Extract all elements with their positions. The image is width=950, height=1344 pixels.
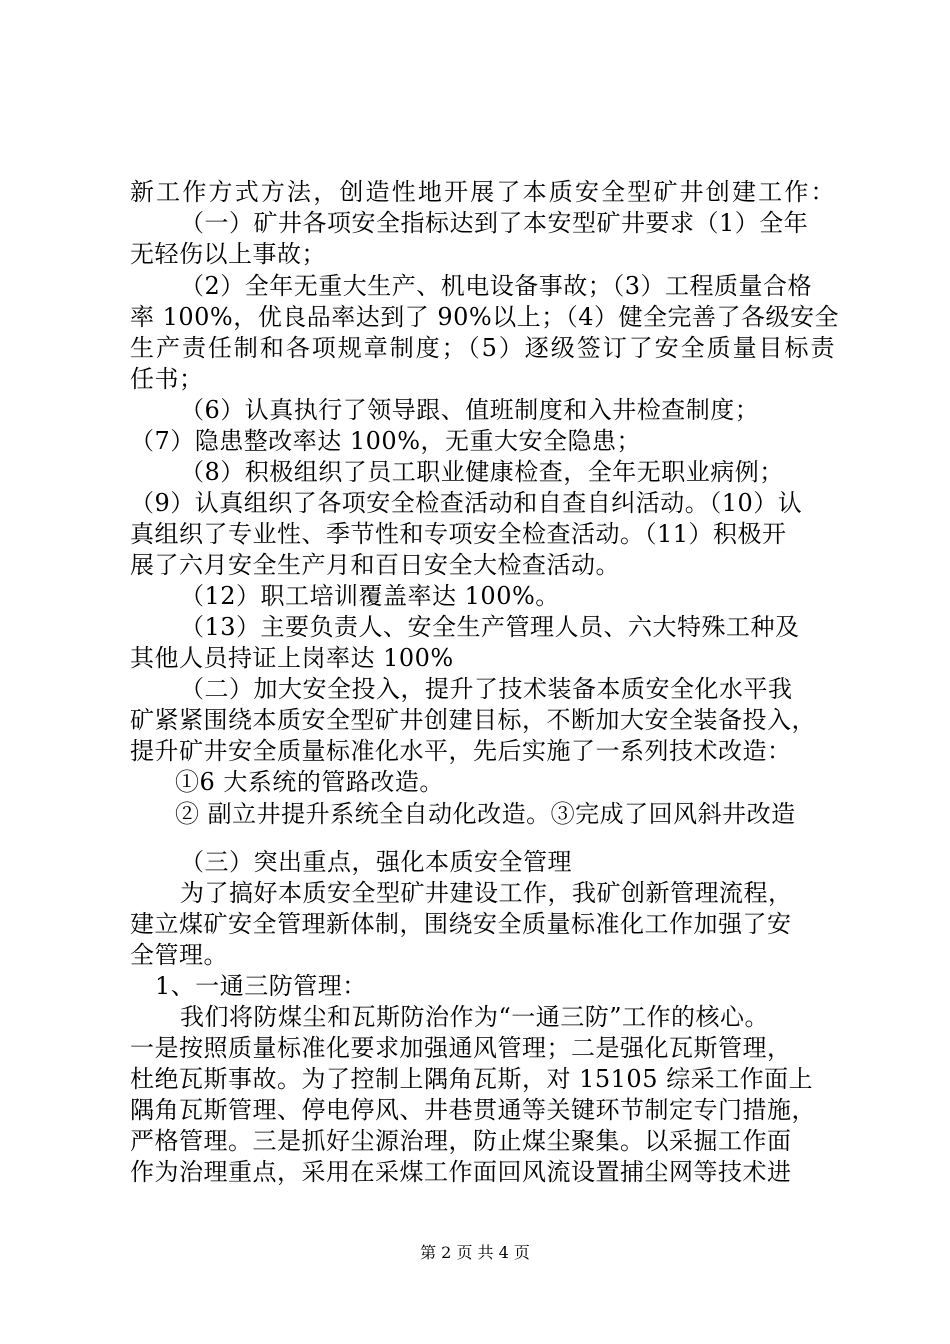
text-line: ①6 大系统的管路改造。: [175, 768, 444, 796]
text-line: 展了六月安全生产月和百日安全大检查活动。: [130, 551, 620, 579]
text-line: ② 副立井提升系统全自动化改造。③完成了回风斜井改造: [175, 800, 796, 828]
text-line: （一）矿井各项安全指标达到了本安型矿井要求（1）全年: [180, 209, 809, 237]
text-line: 隅角瓦斯管理、停电停风、井巷贯通等关键环节制定专门措施，: [130, 1096, 816, 1124]
text-line: 生产责任制和各项规章制度；（5）逐级签订了安全质量目标责: [130, 334, 835, 362]
text-line: 矿紧紧围绕本质安全型矿井创建目标，不断加大安全装备投入，: [130, 706, 816, 734]
text-line: 作为治理重点，采用在采煤工作面回风流设置捕尘网等技术进: [130, 1158, 792, 1186]
text-line: 真组织了专业性、季节性和专项安全检查活动。（11）积极开: [130, 520, 787, 548]
text-line: （7）隐患整改率达 100%，无重大安全隐患；: [130, 427, 642, 455]
text-line: （8）积极组织了员工职业健康检查，全年无职业病例；: [180, 458, 784, 486]
text-line: 其他人员持证上岗率达 100%: [130, 644, 454, 672]
subsection-heading: 1、一通三防管理：: [155, 972, 367, 1000]
text-line: 任书；: [130, 365, 204, 393]
text-line: （12）职工培训覆盖率达 100%。: [180, 582, 560, 610]
text-line: 建立煤矿安全管理新体制，围绕安全质量标准化工作加强了安: [130, 910, 792, 938]
text-line: 提升矿井安全质量标准化水平，先后实施了一系列技术改造：: [130, 737, 792, 765]
text-line: （6）认真执行了领导跟、值班制度和入井检查制度；: [180, 396, 760, 424]
text-line: 我们将防煤尘和瓦斯防治作为“一通三防”工作的核心。: [180, 1003, 770, 1031]
text-line: （9）认真组织了各项安全检查活动和自查自纠活动。（10）认: [130, 489, 803, 517]
page-number: 第 2 页 共 4 页: [420, 1243, 530, 1262]
text-line: 无轻伤以上事故；: [130, 240, 326, 268]
text-line: 杜绝瓦斯事故。为了控制上隅角瓦斯，对 15105 综采工作面上: [130, 1065, 814, 1093]
text-line: （13）主要负责人、安全生产管理人员、六大特殊工种及: [180, 613, 800, 641]
text-line: 率 100%，优良品率达到了 90%以上；（4）健全完善了各级安全: [130, 303, 839, 331]
text-line: 新工作方式方法，创造性地开展了本质安全型矿井创建工作：: [130, 178, 835, 206]
text-line: （2）全年无重大生产、机电设备事故；（3）工程质量合格: [180, 272, 813, 300]
text-line: 严格管理。三是抓好尘源治理，防止煤尘聚集。以采掘工作面: [130, 1127, 792, 1155]
text-line: 全管理。: [130, 941, 228, 969]
section-heading: （三）突出重点，强化本质安全管理: [180, 848, 572, 876]
text-line: （二）加大安全投入，提升了技术装备本质安全化水平我: [180, 675, 793, 703]
text-line: 为了搞好本质安全型矿井建设工作，我矿创新管理流程，: [180, 879, 793, 907]
text-line: 一是按照质量标准化要求加强通风管理；二是强化瓦斯管理，: [130, 1034, 792, 1062]
